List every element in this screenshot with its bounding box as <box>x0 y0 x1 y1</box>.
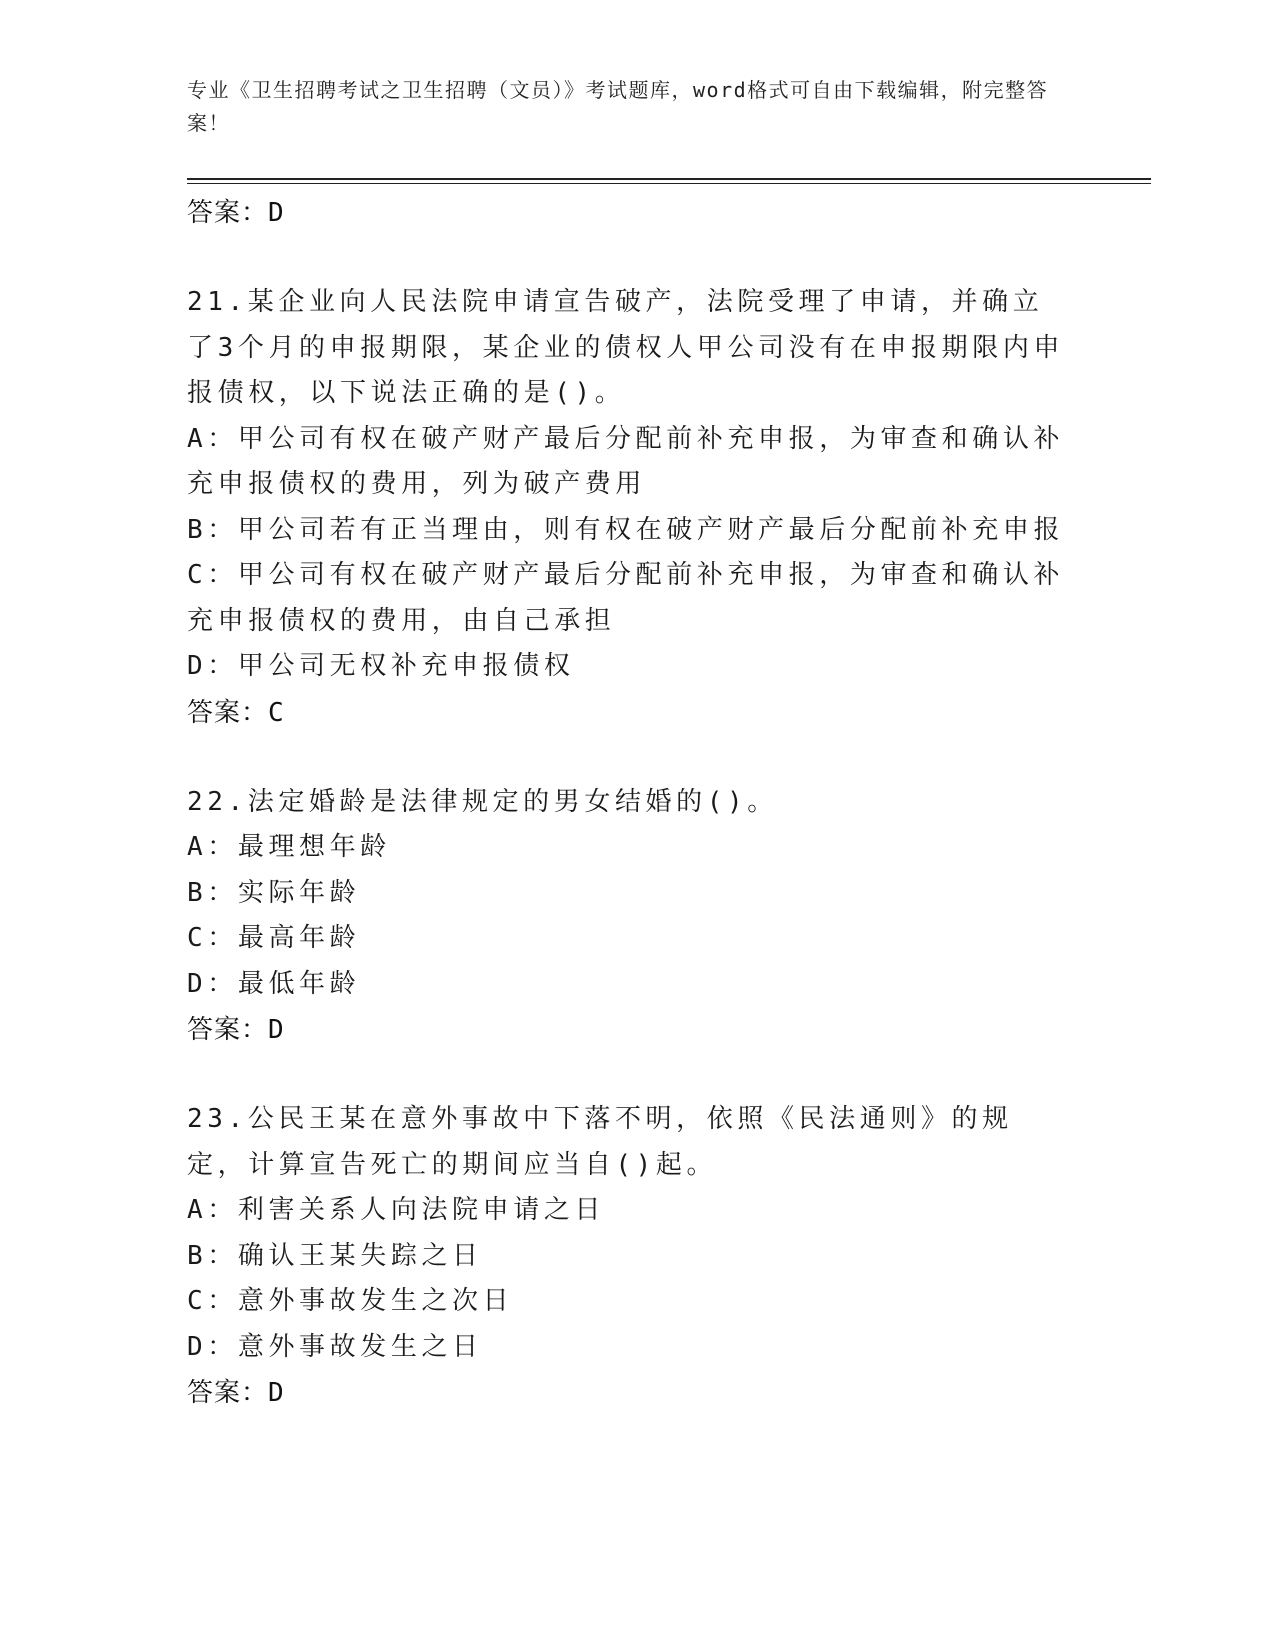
question-stem: 23.公民王某在意外事故中下落不明，依照《民法通则》的规定，计算宣告死亡的期间应当自()起。 <box>187 1104 1013 1180</box>
header-rule-thin <box>187 183 1151 184</box>
option-d: D：最低年龄 <box>187 968 361 999</box>
option-b: B：甲公司若有正当理由，则有权在破产财产最后分配前补充申报 <box>187 514 1065 545</box>
option-c: C：最高年龄 <box>187 923 361 953</box>
option-a: A：最理想年龄 <box>187 832 391 862</box>
document-header: 专业《卫生招聘考试之卫生招聘（文员）》考试题库，word格式可自由下载编辑，附完整答案！ <box>187 78 1049 135</box>
answer-line: 答案：D <box>187 198 285 228</box>
option-d: D：甲公司无权补充申报债权 <box>187 651 575 681</box>
option-a: A：利害关系人向法院申请之日 <box>187 1195 606 1225</box>
option-c: C：甲公司有权在破产财产最后分配前补充申报，为审查和确认补充申报债权的费用，由自己承担 <box>187 560 1065 636</box>
question-23 <box>187 1097 1087 1416</box>
question-stem: 21.某企业向人民法院申请宣告破产，法院受理了申请，并确立了3个月的申报期限，某企业的债权人甲公司没有在申报期限内申报债权，以下说法正确的是()。 <box>187 287 1065 408</box>
option-d: D：意外事故发生之日 <box>187 1331 483 1362</box>
question-21 <box>187 280 1087 736</box>
question-22 <box>187 780 1087 1054</box>
question-stem: 22.法定婚龄是法律规定的男女结婚的()。 <box>187 786 778 817</box>
option-a: A：甲公司有权在破产财产最后分配前补充申报，为审查和确认补充申报债权的费用，列为破产费用 <box>187 423 1065 499</box>
answer-line: 答案：C <box>187 697 285 728</box>
header-rule-thick <box>187 178 1151 180</box>
document-content <box>187 190 1087 1416</box>
answer-line: 答案：D <box>187 1015 285 1045</box>
option-b: B：确认王某失踪之日 <box>187 1240 483 1271</box>
option-b: B：实际年龄 <box>187 877 361 908</box>
answer-line: 答案：D <box>187 1378 285 1408</box>
option-c: C：意外事故发生之次日 <box>187 1286 514 1316</box>
